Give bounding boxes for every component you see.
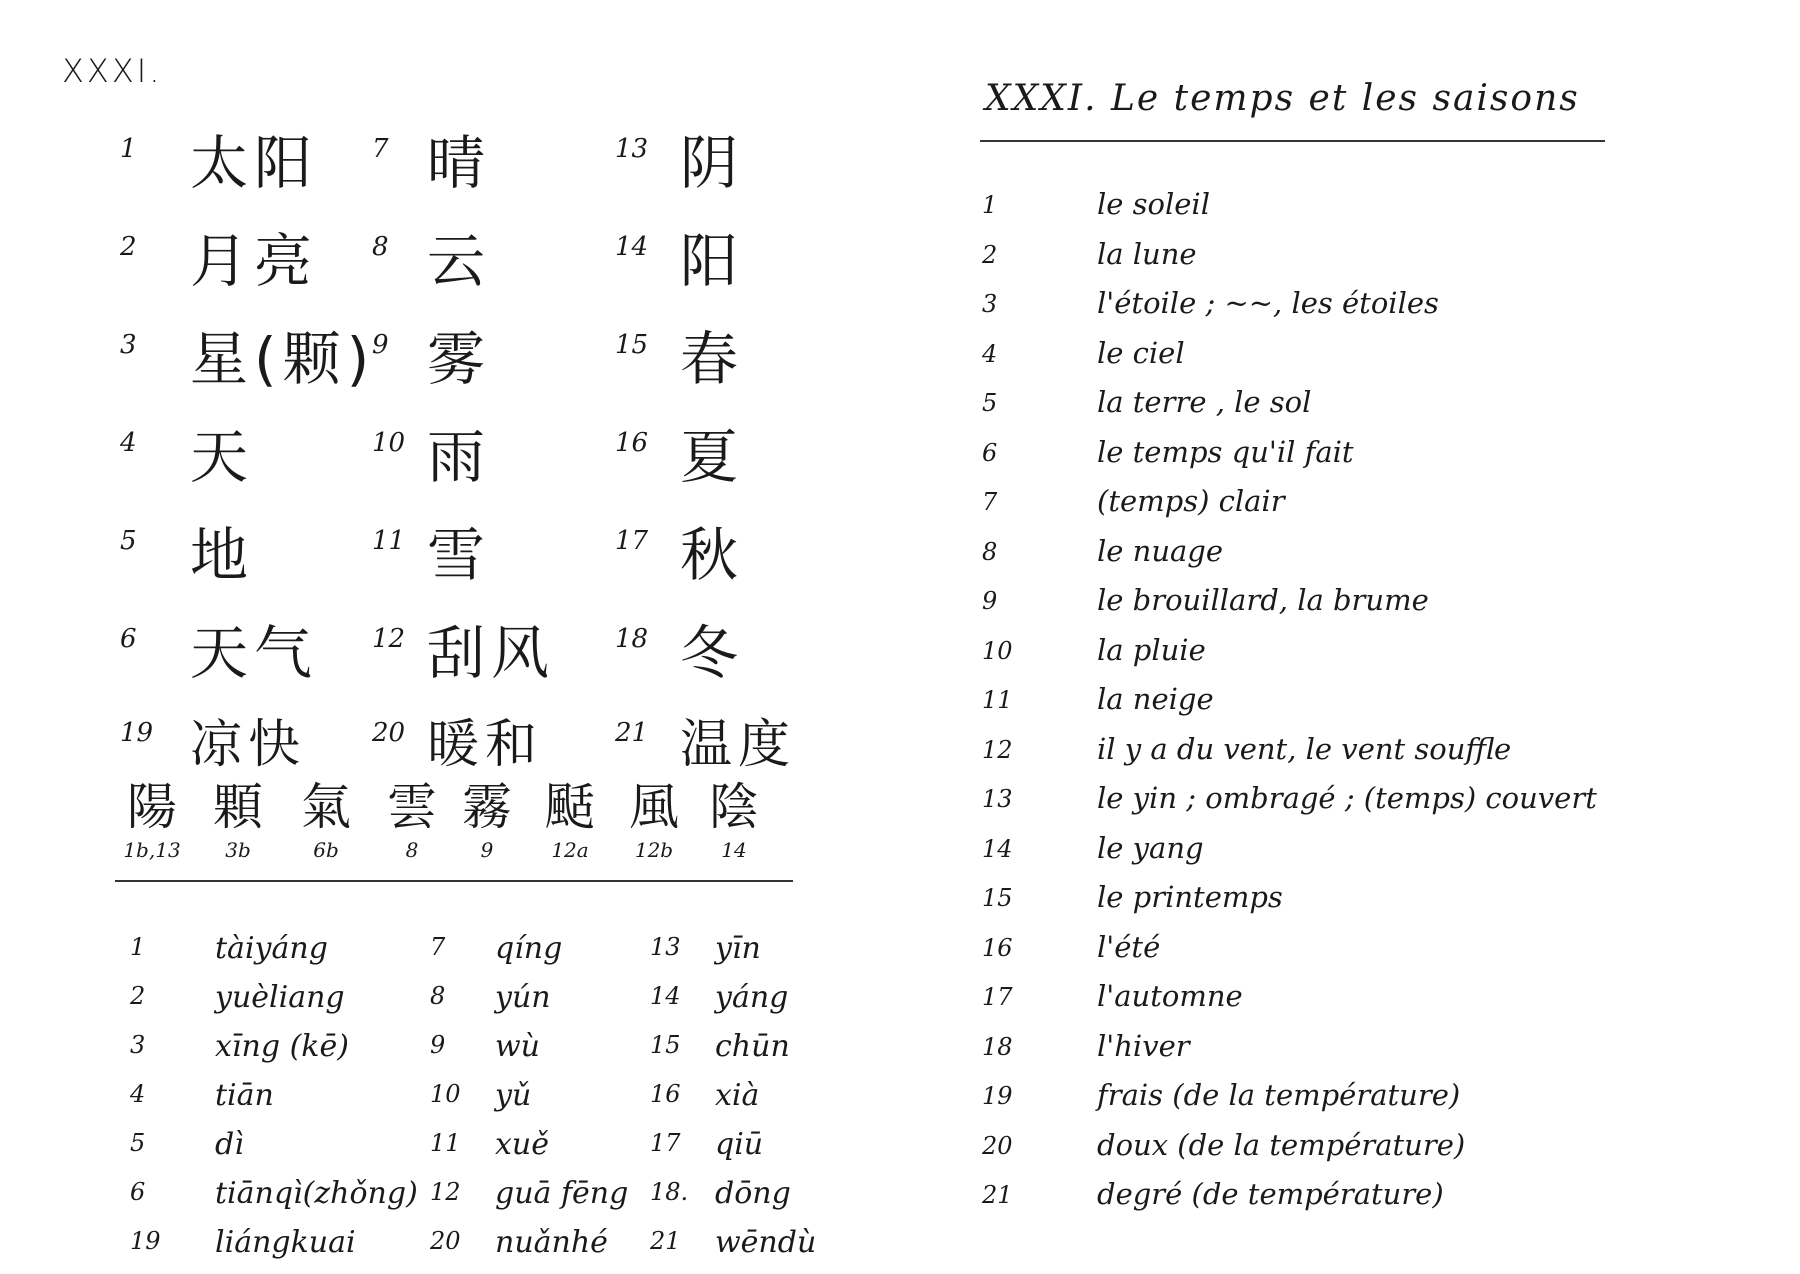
translation-row bbox=[982, 1025, 1782, 1075]
hanzi-word: 暖和 bbox=[427, 715, 544, 775]
translation-row bbox=[982, 579, 1782, 629]
item-number: 20 bbox=[430, 1227, 461, 1255]
french-text: doux (de la température) bbox=[1097, 1127, 1466, 1162]
pinyin-text: tiānqì(zhǒng) bbox=[215, 1176, 418, 1211]
translation-row bbox=[982, 1173, 1782, 1223]
pinyin-text: yún bbox=[495, 980, 551, 1015]
pinyin-text: yīn bbox=[715, 931, 761, 966]
translation-row bbox=[982, 678, 1782, 728]
translation-row bbox=[982, 629, 1782, 679]
traditional-ref: 12b bbox=[634, 838, 674, 862]
french-text: le yang bbox=[1097, 830, 1204, 865]
pinyin-row bbox=[130, 1219, 817, 1268]
item-number: 9 bbox=[430, 1031, 446, 1059]
item-number: 5 bbox=[130, 1129, 146, 1157]
item-number: 20 bbox=[372, 718, 406, 748]
traditional-char bbox=[447, 778, 527, 862]
hanzi-row bbox=[120, 696, 800, 775]
traditional-char bbox=[530, 778, 610, 862]
pinyin-text: xuě bbox=[495, 1127, 549, 1162]
traditional-glyph: 氣 bbox=[301, 778, 351, 836]
item-number: 14 bbox=[982, 834, 1013, 863]
traditional-characters-strip bbox=[112, 778, 802, 870]
french-text: la lune bbox=[1097, 236, 1197, 271]
translation-row bbox=[982, 975, 1782, 1025]
translation-row bbox=[982, 926, 1782, 976]
french-text: le temps qu'il fait bbox=[1097, 434, 1354, 469]
hanzi-word: 星(颗) bbox=[190, 325, 376, 393]
title-underline bbox=[980, 140, 1605, 142]
traditional-char bbox=[614, 778, 694, 862]
hanzi-row bbox=[120, 108, 800, 206]
translation-row bbox=[982, 728, 1782, 778]
hanzi-word: 阴 bbox=[680, 129, 745, 197]
hanzi-word: 天 bbox=[190, 423, 255, 491]
traditional-glyph: 陰 bbox=[709, 778, 759, 836]
item-number: 3 bbox=[120, 330, 137, 360]
item-number: 16 bbox=[982, 933, 1013, 962]
translation-row bbox=[982, 381, 1782, 431]
hanzi-word: 秋 bbox=[680, 521, 745, 589]
traditional-char bbox=[198, 778, 278, 862]
item-number: 13 bbox=[650, 933, 681, 961]
item-number: 4 bbox=[130, 1080, 146, 1108]
item-number: 2 bbox=[120, 232, 137, 262]
page-title: XXXI. Le temps et les saisons bbox=[985, 78, 1580, 119]
hanzi-row bbox=[120, 402, 800, 500]
item-number: 7 bbox=[372, 134, 389, 164]
traditional-glyph: 雲 bbox=[387, 778, 437, 836]
item-number: 13 bbox=[982, 785, 1013, 813]
item-number: 14 bbox=[615, 232, 649, 262]
traditional-glyph: 颳 bbox=[545, 778, 595, 836]
item-number: 6 bbox=[120, 624, 137, 654]
item-number: 7 bbox=[430, 933, 446, 961]
hanzi-word: 云 bbox=[427, 227, 492, 295]
french-text: la neige bbox=[1097, 682, 1214, 716]
item-number: 16 bbox=[650, 1080, 681, 1108]
chapter-label: XXXI. bbox=[62, 52, 163, 90]
pinyin-row bbox=[130, 1023, 810, 1072]
pinyin-row bbox=[130, 1072, 810, 1121]
traditional-ref: 12a bbox=[551, 838, 589, 862]
item-number: 5 bbox=[982, 389, 998, 417]
french-text: le yin ; ombragé ; (temps) couvert bbox=[1097, 781, 1597, 815]
traditional-ref: 3b bbox=[225, 838, 251, 862]
traditional-ref: 9 bbox=[480, 838, 494, 862]
item-number: 7 bbox=[982, 488, 998, 516]
hanzi-word: 雪 bbox=[427, 521, 492, 589]
item-number: 19 bbox=[982, 1082, 1013, 1110]
hanzi-word: 春 bbox=[680, 325, 745, 393]
item-number: 6 bbox=[982, 438, 998, 467]
pinyin-text: xīng (kē) bbox=[215, 1029, 349, 1064]
item-number: 18. bbox=[650, 1178, 689, 1206]
item-number: 2 bbox=[130, 982, 146, 1010]
french-text: il y a du vent, le vent souffle bbox=[1097, 731, 1512, 766]
translation-row bbox=[982, 480, 1782, 530]
item-number: 9 bbox=[982, 587, 998, 615]
pinyin-row bbox=[130, 1121, 810, 1170]
french-text: le nuage bbox=[1097, 533, 1224, 568]
item-number: 21 bbox=[650, 1227, 681, 1255]
item-number: 14 bbox=[650, 982, 681, 1010]
hanzi-word: 夏 bbox=[680, 423, 745, 491]
pinyin-grid bbox=[130, 925, 817, 1268]
item-number: 2 bbox=[982, 240, 998, 269]
translation-row bbox=[982, 1124, 1782, 1174]
pinyin-text: qiū bbox=[715, 1127, 764, 1162]
french-text: l'hiver bbox=[1097, 1028, 1190, 1063]
hanzi-word: 温度 bbox=[680, 715, 797, 775]
hanzi-word: 地 bbox=[190, 521, 255, 589]
item-number: 8 bbox=[372, 232, 389, 262]
translation-row bbox=[982, 332, 1782, 382]
item-number: 1 bbox=[982, 191, 998, 219]
pinyin-text: tiān bbox=[215, 1078, 274, 1113]
item-number: 11 bbox=[430, 1129, 461, 1157]
item-number: 20 bbox=[982, 1131, 1013, 1160]
hanzi-word: 凉快 bbox=[190, 715, 307, 775]
item-number: 18 bbox=[982, 1032, 1013, 1061]
translation-row bbox=[982, 876, 1782, 926]
french-text: l'automne bbox=[1097, 979, 1243, 1013]
item-number: 4 bbox=[120, 428, 137, 458]
pinyin-text: wēndù bbox=[715, 1225, 817, 1260]
hanzi-row bbox=[120, 500, 800, 598]
item-number: 17 bbox=[982, 983, 1013, 1011]
french-text: degré (de température) bbox=[1097, 1177, 1444, 1211]
item-number: 13 bbox=[615, 134, 649, 164]
pinyin-text: dì bbox=[215, 1127, 244, 1162]
hanzi-vocabulary-grid bbox=[120, 108, 800, 775]
translation-row bbox=[982, 282, 1782, 332]
item-number: 8 bbox=[430, 982, 446, 1010]
pinyin-text: xià bbox=[715, 1078, 760, 1113]
french-text: la pluie bbox=[1097, 632, 1206, 667]
hanzi-row bbox=[120, 206, 800, 304]
item-number: 15 bbox=[650, 1031, 681, 1059]
item-number: 18 bbox=[615, 624, 649, 654]
item-number: 8 bbox=[982, 537, 998, 566]
hanzi-word: 太阳 bbox=[190, 129, 319, 197]
item-number: 17 bbox=[650, 1129, 681, 1157]
pinyin-text: yáng bbox=[715, 980, 789, 1015]
pinyin-text: chūn bbox=[715, 1029, 790, 1064]
item-number: 11 bbox=[982, 686, 1013, 714]
item-number: 1 bbox=[120, 134, 137, 164]
translation-row bbox=[982, 183, 1782, 233]
pinyin-text: qíng bbox=[495, 931, 563, 966]
traditional-glyph: 顆 bbox=[213, 778, 263, 836]
translation-row bbox=[982, 431, 1782, 481]
item-number: 12 bbox=[982, 735, 1013, 764]
french-translation-list bbox=[982, 183, 1782, 1223]
hanzi-row bbox=[120, 598, 800, 696]
translation-row bbox=[982, 530, 1782, 580]
pinyin-text: wù bbox=[495, 1029, 540, 1064]
traditional-char bbox=[372, 778, 452, 862]
hanzi-word: 冬 bbox=[680, 619, 745, 687]
section-divider bbox=[115, 880, 793, 882]
item-number: 11 bbox=[372, 526, 406, 556]
item-number: 5 bbox=[120, 526, 137, 556]
french-text: frais (de la température) bbox=[1097, 1078, 1461, 1112]
item-number: 10 bbox=[982, 636, 1013, 665]
pinyin-row bbox=[130, 1170, 810, 1219]
traditional-glyph: 霧 bbox=[462, 778, 512, 836]
item-number: 19 bbox=[130, 1227, 161, 1255]
hanzi-word: 月亮 bbox=[190, 227, 319, 295]
traditional-ref: 1b,13 bbox=[123, 838, 181, 862]
item-number: 10 bbox=[372, 428, 406, 458]
french-text: l'étoile ; ~~, les étoiles bbox=[1097, 286, 1439, 320]
hanzi-word: 雨 bbox=[427, 423, 492, 491]
item-number: 9 bbox=[372, 330, 389, 360]
item-number: 21 bbox=[615, 718, 649, 748]
item-number: 19 bbox=[120, 718, 154, 748]
traditional-char bbox=[112, 778, 192, 862]
item-number: 21 bbox=[982, 1181, 1013, 1209]
pinyin-text: tàiyáng bbox=[215, 931, 328, 966]
traditional-char bbox=[286, 778, 366, 862]
pinyin-text: yǔ bbox=[495, 1078, 532, 1113]
left-page bbox=[0, 0, 820, 1274]
item-number: 4 bbox=[982, 339, 998, 368]
pinyin-text: liángkuai bbox=[215, 1225, 356, 1260]
french-text: (temps) clair bbox=[1097, 484, 1285, 518]
translation-row bbox=[982, 1074, 1782, 1124]
french-text: le ciel bbox=[1097, 335, 1185, 370]
pinyin-row bbox=[130, 925, 810, 974]
hanzi-row bbox=[120, 304, 800, 402]
pinyin-text: guā fēng bbox=[495, 1176, 629, 1211]
hanzi-word: 雾 bbox=[427, 325, 492, 393]
pinyin-text: dōng bbox=[715, 1176, 791, 1211]
translation-row bbox=[982, 233, 1782, 283]
item-number: 12 bbox=[372, 624, 406, 654]
pinyin-row bbox=[130, 974, 810, 1023]
pinyin-text: nuǎnhé bbox=[495, 1225, 608, 1260]
traditional-ref: 8 bbox=[405, 838, 419, 862]
item-number: 1 bbox=[130, 933, 146, 961]
translation-row bbox=[982, 777, 1782, 827]
hanzi-word: 晴 bbox=[427, 129, 492, 197]
french-text: la terre , le sol bbox=[1097, 385, 1312, 419]
traditional-char bbox=[694, 778, 774, 862]
traditional-glyph: 風 bbox=[629, 778, 679, 836]
french-text: le brouillard, la brume bbox=[1097, 583, 1429, 617]
traditional-ref: 14 bbox=[721, 838, 747, 862]
french-text: le soleil bbox=[1097, 187, 1210, 221]
item-number: 16 bbox=[615, 428, 649, 458]
traditional-glyph: 陽 bbox=[127, 778, 177, 836]
hanzi-word: 阳 bbox=[680, 227, 745, 295]
item-number: 6 bbox=[130, 1178, 146, 1206]
pinyin-text: yuèliang bbox=[215, 980, 345, 1015]
french-text: l'été bbox=[1097, 929, 1161, 964]
hanzi-word: 刮风 bbox=[427, 619, 556, 687]
traditional-ref: 6b bbox=[313, 838, 339, 862]
item-number: 17 bbox=[615, 526, 649, 556]
translation-row bbox=[982, 827, 1782, 877]
item-number: 10 bbox=[430, 1080, 461, 1108]
item-number: 15 bbox=[982, 884, 1013, 912]
right-page bbox=[950, 0, 1800, 1274]
item-number: 3 bbox=[130, 1031, 146, 1059]
item-number: 15 bbox=[615, 330, 649, 360]
french-text: le printemps bbox=[1097, 880, 1283, 914]
item-number: 3 bbox=[982, 290, 998, 318]
hanzi-word: 天气 bbox=[190, 619, 319, 687]
item-number: 12 bbox=[430, 1178, 461, 1206]
